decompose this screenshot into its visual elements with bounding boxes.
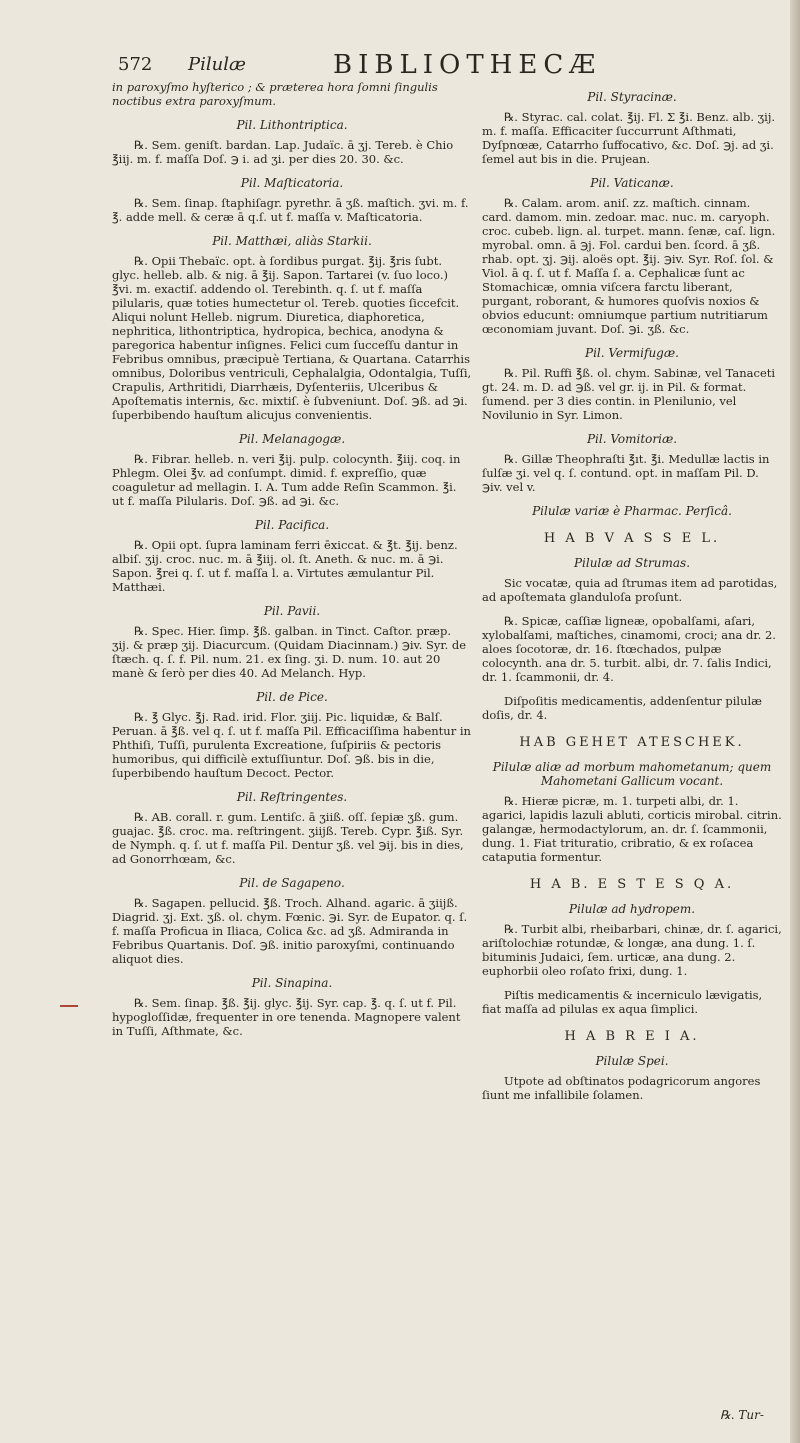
left-column <box>112 80 472 1048</box>
recipe-heading: Pil. Vaticanæ. <box>590 176 674 190</box>
recipe-heading: Pilulæ aliæ ad morbum mahometanum; quem Mahometani Gallicum vocant. <box>492 760 772 788</box>
recipe-text: ℞. Gillæ Theophraſti ℥ıt. ℥i. Medullæ lactis in ſulſæ ʒi. vel q. ſ. contund. opt. in maſſam Pil. D. ℈iv. vel v. <box>482 452 770 494</box>
recipe-text: ℞. Hieræ picræ, m. 1. turpeti albi, dr. 1. agarici, lapidis lazuli abluti, corticis mirobal. citrin. galangæ, hermodactylorum, an. dr. ſ. ſcammonii, dung. 1. Fiat trituratio, cribratio, & ex roſacea cataputia formentur. <box>482 794 782 864</box>
recipe-text: ℞. Opii Thebaïc. opt. à ſordibus purgat. ℥ij. ℥ris ſubt. glyc. helleb. alb. & nig. ā ℥ij. Sapon. Tartarei (v. ſuo loco.) ℥vi. m. exactiſ. addendo ol. Terebinth. q. ſ. ut f. maſſa pilularis, quæ toties humectetur ol. Tereb. quoties ſiccefcit. Aliqui nolunt Helleb. nigrum. Diuretica, diaphoretica, nephritica, lithontriptica, hydropica, bechica, anodyna & paregorica habentur inſignes. Felici cum ſucceſſu dantur in Febribus omnibus, præcipuè Tertiana, & Quartana. Catarrhis omnibus, Doloribus ventriculi, Cephalalgia, Odontalgia, Tuſſi, Crapulis, Arthritidi, Diarrhæis, Dyſenteriis, Ulceribus & Apoſtematis internis, &c. mixtiſ. è ſubveniunt. Doſ. ℈ß. ad ℈i. ſuperbibendo hauſtum alicujus convenientis. <box>112 254 472 422</box>
page-header <box>118 50 678 80</box>
recipe-heading: Pil. Pavii. <box>263 604 321 618</box>
catchword: ℞. Tur- <box>720 1408 764 1422</box>
right-sections <box>482 90 782 1102</box>
recipe-text: Sic vocatæ, quia ad ſtrumas item ad parotidas, ad apoſtemata glanduloſa proſunt. <box>482 576 778 604</box>
recipe-text: ℞. Styrac. cal. colat. ℥ij. Fl. Ʃ ℥i. Benz. alb. ʒij. m. f. maſſa. Efficaciter ſuccurrunt Aſthmati, Dyſpnœæ, Catarrho ſuffocativo, &c. Doſ. ℈j. ad ʒi. ſemel aut bis in die. Prujean. <box>482 110 776 166</box>
recipe-heading: Pil. Vomitoriæ. <box>586 432 678 446</box>
recipe-heading: Pil. Styracinæ. <box>587 90 677 104</box>
page-title: BIBLIOTHECÆ <box>333 50 602 80</box>
recipe-text: ℞. Turbit albi, rheibarbari, chinæ, dr. ſ. agarici, ariſtolochiæ rotundæ, & longæ, ana dung. 1. ſ. bituminis Judaici, ſem. urticæ, ana dung. 2. euphorbii oleo roſato frixi, dung. 1. <box>482 922 782 978</box>
recipe-text: ℞. Sagapen. pellucid. ℥ß. Troch. Alhand. agaric. ā ʒiijß. Diagrid. ʒj. Ext. ʒß. ol. chym. Fœnic. ℈i. Syr. de Eupator. q. ſ. f. maſſa Proficua in Iliaca, Colica &c. ad ʒß. Admiranda in Febribus Quartanis. Doſ. ℈ß. initio paroxyſmi, continuando aliquot dies. <box>112 896 468 966</box>
recipe-heading: Pilulæ ad Strumas. <box>573 556 691 570</box>
section-heading-caps: HAB GEHET ATESCHEK. <box>519 735 745 750</box>
recipe-text: ℞. Sem. geniſt. bardan. Lap. Judaïc. ā ʒj. Tereb. è Chio ℥iij. m. f. maſſa Doſ. ℈ i. ad ʒi. per dies 20. 30. &c. <box>112 138 454 166</box>
right-column <box>482 80 782 1112</box>
recipe-heading: Pil. de Sagapeno. <box>239 876 345 890</box>
recipe-text: ℞. Fibrar. helleb. n. veri ℥ij. pulp. colocynth. ℥iij. coq. in Phlegm. Olei ℥v. ad conſumpt. dimid. f. expreſſio, quæ coaguletur ad mellagin. I. A. Tum adde Reſin Scammon. ℥i. ut f. maſſa Pilularis. Doſ. ℈ß. ad ℈i. &c. <box>112 452 461 508</box>
recipe-text: ℞. Spicæ, caſſiæ ligneæ, opobalſami, aſari, xylobalſami, maſtiches, cinamomi, croci; ana dr. 2. aloes ſocotoræ, dr. 16. ſtœchados, pulpæ colocynth. ana dr. 5. turbit. albi, dr. 7. ſalis Indici, dr. 1. ſcammonii, dr. 4. <box>482 614 776 684</box>
recipe-heading: Pil. Vermifugæ. <box>585 346 679 360</box>
recipe-heading: Pilulæ variæ è Pharmac. Perſicâ. <box>532 504 732 518</box>
recipe-heading: Pil. Melanagogæ. <box>238 432 346 446</box>
page-edge <box>790 0 800 1443</box>
recipe-text: ℞. Pil. Ruffi ℥ß. ol. chym. Sabinæ, vel Tanaceti gt. 24. m. D. ad ℈ß. vel gr. ij. in Pil. & format. ſumend. per 3 dies contin. in Plenilunio, vel Novilunio in Syr. Limon. <box>482 366 776 422</box>
recipe-heading: Pil. Pacifica. <box>254 518 330 532</box>
recipe-heading: Pil. Maſticatoria. <box>240 176 344 190</box>
running-head: Pilulæ <box>188 54 246 75</box>
recipe-text: Piſtis medicamentis & incerniculo lævigatis, fiat maſſa ad pilulas ex aqua ſimplici. <box>482 988 763 1016</box>
section-heading-caps: H A B R E I A. <box>564 1029 700 1044</box>
recipe-text: ℞. ℥ Glyc. ℥j. Rad. irid. Flor. ʒiij. Pic. liquidæ, & Balſ. Peruan. ā ℥ß. vel q. ſ. ut f. maſſa Pil. Efficaciſſima habentur in Phthiſi, Tuſſi, purulenta Excreatione, ſuſpiriis & pectoris humoribus, qui difficilè extuſſiuntur. Doſ. ℈ß. bis in die, ſuperbibendo hauſtum Decoct. Pector. <box>112 710 471 780</box>
section-heading-caps: H A B V A S S E L. <box>543 531 721 546</box>
recipe-text: ℞. AB. corall. r. gum. Lentiſc. ā ʒiiß. oſſ. ſepiæ ʒß. gum. guajac. ℥ß. croc. ma. reſtringent. ʒiijß. Tereb. Cypr. ℥iß. Syr. de Nymph. q. ſ. ut f. maſſa Pil. Dentur ʒß. vel ℈ij. bis in dies, ad Gonorrhœam, &c. <box>112 810 464 866</box>
recipe-heading: Pil. de Pice. <box>256 690 328 704</box>
recipe-heading: Pilulæ ad hydropem. <box>568 902 696 916</box>
margin-mark <box>60 1005 78 1007</box>
recipe-text: ℞. Opii opt. ſupra laminam ferri ēxiccat. & ℥t. ℥ij. benz. albiſ. ʒij. croc. nuc. m. ā ℥iij. ol. ſt. Aneth. & nuc. m. ā ℈i. Sapon. ℥rei q. ſ. ut f. maſſa l. a. Virtutes æmulantur Pil. Matthæi. <box>112 538 458 594</box>
recipe-text: Utpote ad obſtinatos podagricorum angores ſiunt me infallibile ſolamen. <box>482 1074 761 1102</box>
recipe-text: ℞. Sem. ſinap. ſtaphiſagr. pyrethr. ā ʒß. maſtich. ʒvi. m. f. ℥. adde mell. & ceræ ā q.ſ. ut f. maſſa v. Maſticatoria. <box>112 196 469 224</box>
recipe-text: ℞. Spec. Hier. ſimp. ℥ß. galban. in Tinct. Caſtor. præp. ʒij. & præp ʒij. Diacurcum. (Quidam Diacinnam.) ℈iv. Syr. de ſtæch. q. ſ. f. Pil. num. 21. ex ſing. ʒi. D. num. 10. aut 20 manè & ſerò per dies 40. Ad Melanch. Hyp. <box>112 624 467 680</box>
lead-text: in paroxyſmo hyſterico ; & præterea hora ſomni ſingulis noctibus extra paroxyſmum. <box>112 80 438 108</box>
recipe-heading: Pil. Sinapina. <box>251 976 333 990</box>
recipe-heading: Pilulæ Spei. <box>595 1054 669 1068</box>
recipe-heading: Pil. Lithontriptica. <box>236 118 348 132</box>
recipe-text: ℞. Calam. arom. aniſ. zz. maſtich. cinnam. card. damom. min. zedoar. mac. nuc. m. caryoph. croc. cubeb. lign. al. turpet. mann. ſenæ, caſ. lign. myrobal. omn. ā ℈j. Fol. cardui ben. ſcord. ā ʒß. rhab. opt. ʒj. ℈ij. aloës opt. ℥ij. ℈iv. Syr. Roſ. ſol. & Viol. ā q. ſ. ut f. Maſſa ſ. a. Cephalicæ ſunt ac Stomachicæ, omnia viſcera farctu liberant, purgant, roborant, & humores quoſvis noxios & obvios educunt: omniumque partium nutritiarum œconomiam juvant. Doſ. ℈i. ʒß. &c. <box>482 196 776 336</box>
recipe-text: Diſpoſitis medicamentis, addenſentur pilulæ doſis, dr. 4. <box>482 694 762 722</box>
page-number: 572 <box>118 54 153 75</box>
recipe-heading: Pil. Reſtringentes. <box>236 790 348 804</box>
section-heading-caps: H A B. E S T E S Q A. <box>529 877 735 892</box>
recipe-heading: Pil. Matthæi, aliàs Starkii. <box>212 234 372 248</box>
recipe-text: ℞. Sem. ſinap. ℥ß. ℥ij. glyc. ℥ij. Syr. cap. ℥. q. ſ. ut f. Pil. hypogloſſidæ, frequenter in ore tenenda. Magnopere valent in Tuſſi, Aſthmate, &c. <box>112 996 461 1038</box>
left-sections <box>112 118 472 1038</box>
